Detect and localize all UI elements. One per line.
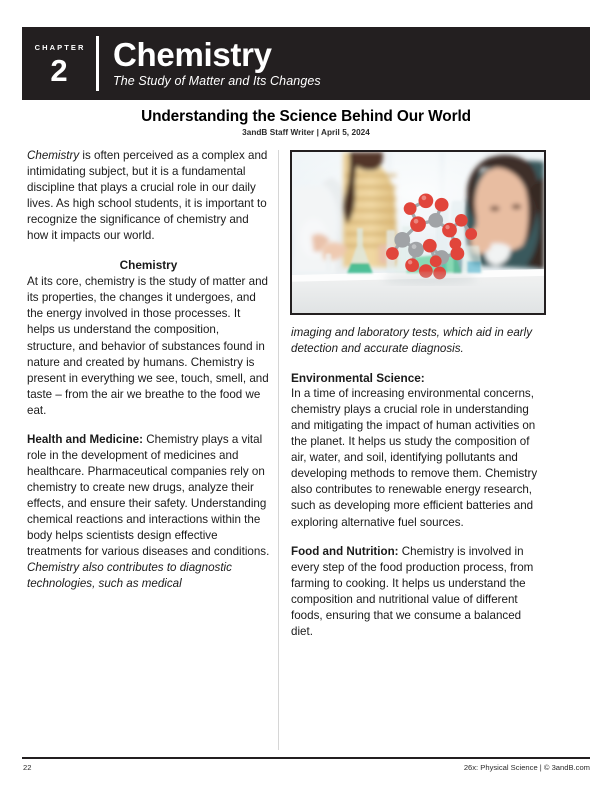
health-and-medicine-paragraph [27, 432, 270, 592]
section-body-chemistry: At its core, chemistry is the study of matter and its properties, the changes it undergoes, and the energy involved in those processes. It helps us understand the composition, structure, and behavior of substances found in nature and created by humans. Chemistry is present in everything we see, touch, smell, and taste – from the air we breathe to the food we eat. [27, 275, 269, 417]
lead-paragraph [27, 148, 270, 244]
lead-italic-term: Chemistry [27, 149, 80, 162]
health-and-medicine-text: Chemistry plays a vital role in the development of medicines and healthcare. Pharmaceutical companies rely on chemistry to create new drugs, analyze their effects, and ensure their safety. Understanding chemical reactions and interactions within the body helps scientists design effective treatments for various diseases and conditions. [27, 432, 270, 559]
chapter-title: Chemistry [113, 36, 272, 74]
section-body-environmental-science: In a time of increasing environmental concerns, chemistry plays a crucial role in understanding and mitigating the impact of human activities on the planet. It helps us study the composition of air, water, and soil, identifying pollutants and developing methods to remove them. Chemistry also contributes to renewable energy research, such as developing more efficient batteries and exploring alternative fuel sources. [291, 387, 538, 529]
continued-italic-paragraph: imaging and laboratory tests, which aid in early detection and accurate diagnosis. [291, 326, 533, 356]
health-and-medicine-italic-tail: Chemistry also contributes to diagnostic technologies, such as medical [27, 561, 232, 591]
banner-text-group [99, 27, 321, 100]
right-column [291, 325, 542, 653]
article-headline: Understanding the Science Behind Our World [141, 108, 471, 125]
chapter-badge [22, 27, 96, 100]
footer-rule [22, 757, 590, 759]
lab-photo [290, 150, 546, 315]
footer-source: 26x: Physical Science | © 3andB.com [463, 763, 590, 772]
chapter-number: 2 [50, 52, 68, 88]
lab-photo-image [292, 152, 544, 313]
chapter-label: CHAPTER [34, 43, 86, 53]
section-heading-environmental-science: Environmental Science: [291, 371, 425, 386]
column-divider [278, 150, 279, 750]
left-column [27, 148, 270, 592]
food-and-nutrition-paragraph [291, 544, 542, 640]
chapter-subtitle: The Study of Matter and Its Changes [113, 73, 321, 88]
page-number: 22 [23, 763, 32, 772]
chapter-banner [22, 27, 590, 100]
food-and-nutrition-label: Food and Nutrition: [291, 544, 399, 558]
section-heading-chemistry: Chemistry [119, 258, 178, 273]
food-and-nutrition-text: Chemistry is involved in every step of the food production process, from farming to cooking. It helps us understand the composition and nutritional value of different foods, ensuring that we consume a balanced diet. [291, 544, 534, 638]
health-and-medicine-label: Health and Medicine: [27, 432, 143, 446]
article-byline: 3andB Staff Writer | April 5, 2024 [242, 128, 370, 137]
lead-paragraph-text: is often perceived as a complex and intimidating subject, but it is a fundamental discipline that plays a crucial role in our daily lives. As high school students, it is important to recognize the significance of chemistry and how it impacts our world. [27, 149, 268, 243]
